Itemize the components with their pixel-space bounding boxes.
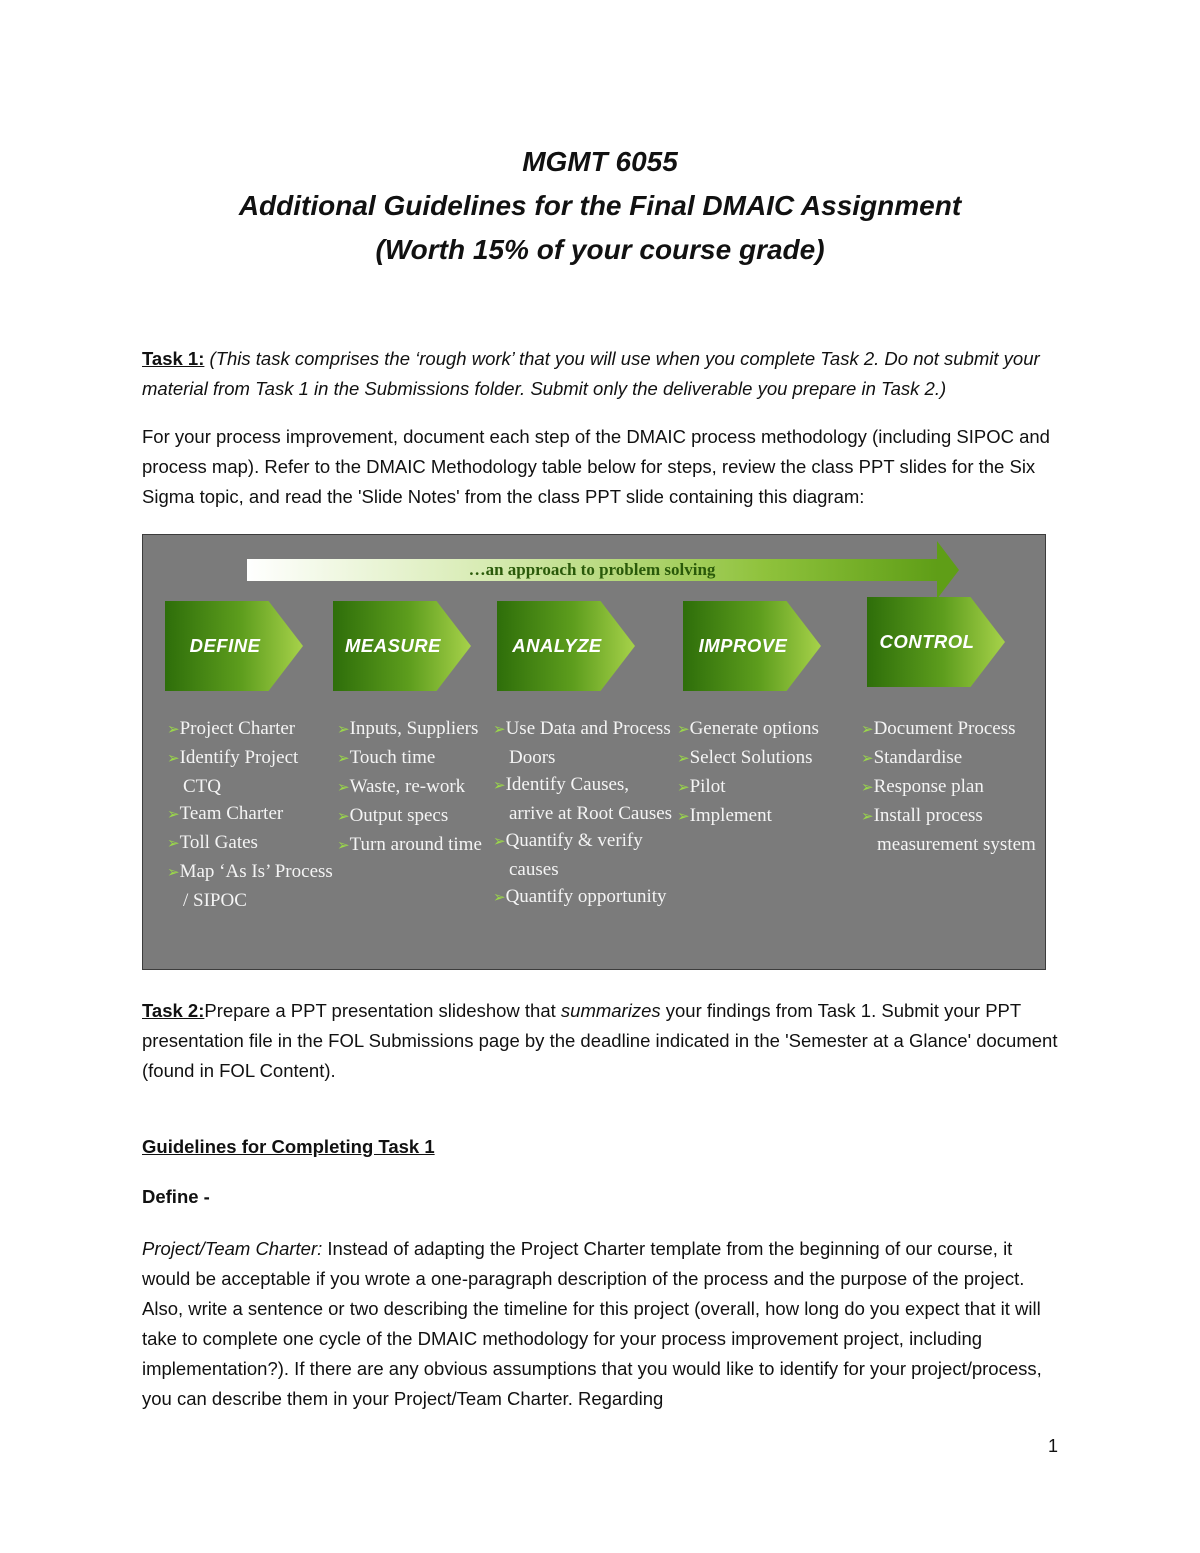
define-label: Define - <box>142 1186 210 1207</box>
arrow-bullet-icon: ➢ <box>493 890 506 906</box>
arrow-bullet-icon: ➢ <box>677 751 690 767</box>
task2-label: Task 2: <box>142 1000 205 1021</box>
arrow-bullet-icon: ➢ <box>337 722 350 738</box>
list-item: ➢Touch time <box>337 747 436 768</box>
list-item: ➢Pilot <box>677 776 726 797</box>
list-item: ➢Use Data and Process Doors <box>493 718 671 768</box>
guidelines-heading: Guidelines for Completing Task 1 <box>142 1136 435 1157</box>
arrow-bullet-icon: ➢ <box>861 809 874 825</box>
arrow-bullet-icon: ➢ <box>861 780 874 796</box>
arrow-bullet-icon: ➢ <box>677 809 690 825</box>
arrow-bullet-icon: ➢ <box>337 751 350 767</box>
document-title: Additional Guidelines for the Final DMAIC Assignment <box>238 190 962 221</box>
banner-text: …an approach to problem solving <box>468 560 716 579</box>
page-number: 1 <box>1048 1436 1059 1456</box>
list-item: ➢Map ‘As Is’ Process / SIPOC <box>167 861 333 911</box>
list-item: ➢Identify Causes, arrive at Root Causes <box>493 774 673 824</box>
measure-bullet-list <box>337 715 487 860</box>
grade-weight: (Worth 15% of your course grade) <box>375 234 825 265</box>
task2-emphasis: summarizes <box>560 1000 661 1021</box>
arrow-bullet-icon: ➢ <box>167 722 180 738</box>
control-stage-label: CONTROL <box>879 631 975 652</box>
list-item: ➢Team Charter <box>167 803 284 824</box>
analyze-bullet-list <box>493 715 673 912</box>
list-item: ➢Waste, re-work <box>337 776 466 797</box>
list-item: ➢Implement <box>677 805 772 826</box>
list-item: ➢Identify Project CTQ <box>167 747 299 797</box>
arrow-bullet-icon: ➢ <box>167 807 180 823</box>
task2-paragraph: Task 2:Prepare a PPT presentation slideshow that summarizes your findings from Task 1. Submit your PPT presentation file in the FOL Submissions page by the deadline indicated in the 'Semester at a Glance' document (found in FOL Content). <box>142 1000 1058 1081</box>
banner-arrow-icon <box>937 541 959 599</box>
charter-paragraph: Project/Team Charter: Instead of adapting the Project Charter template from the beginning of our course, it would be acceptable if you wrote a one-paragraph description of the process and the purpose of the project. Also, write a sentence or two describing the timeline for this project (overall, how long do you expect that it will take to complete one cycle of the DMAIC methodology for your process improvement project, including implementation?). If there are any obvious assumptions that you would like to identify for your project/process, you can describe them in your Project/Team Charter. Regarding <box>142 1238 1042 1409</box>
task1-note: (This task comprises the ‘rough work’ that you will use when you complete Task 2. Do not submit your material from Task 1 in the Submissions folder. Submit only the deliverable you prepare in Task 2.) <box>142 348 1040 399</box>
list-item: ➢Select Solutions <box>677 747 813 768</box>
arrow-bullet-icon: ➢ <box>337 780 350 796</box>
task1-body: For your process improvement, document each step of the DMAIC process methodology (including SIPOC and process map). Refer to the DMAIC Methodology table below for steps, review the class PPT slides for the Six Sigma topic, and read the 'Slide Notes' from the class PPT slide containing this diagram: <box>142 426 1050 507</box>
list-item: ➢Output specs <box>337 805 449 826</box>
dmaic-diagram <box>142 534 1046 970</box>
measure-stage-label: MEASURE <box>344 635 441 656</box>
arrow-bullet-icon: ➢ <box>493 722 506 738</box>
control-bullet-list <box>861 715 1041 858</box>
course-code: MGMT 6055 <box>522 146 678 177</box>
arrow-bullet-icon: ➢ <box>167 836 180 852</box>
arrow-bullet-icon: ➢ <box>493 778 506 794</box>
list-item: ➢Toll Gates <box>167 832 258 853</box>
task1-label: Task 1: <box>142 348 205 369</box>
arrow-bullet-icon: ➢ <box>861 751 874 767</box>
list-item: ➢Response plan <box>861 776 984 797</box>
arrow-bullet-icon: ➢ <box>677 780 690 796</box>
define-stage-label: DEFINE <box>189 635 261 656</box>
define-bullet-list <box>167 715 337 914</box>
list-item: ➢Generate options <box>677 718 819 739</box>
list-item: ➢Inputs, Suppliers <box>337 718 479 739</box>
list-item: ➢Quantify & verify causes <box>493 830 643 880</box>
arrow-bullet-icon: ➢ <box>677 722 690 738</box>
arrow-bullet-icon: ➢ <box>861 722 874 738</box>
list-item: ➢Standardise <box>861 747 963 768</box>
task1-paragraph <box>142 344 1062 404</box>
analyze-stage-label: ANALYZE <box>512 635 602 656</box>
arrow-bullet-icon: ➢ <box>167 751 180 767</box>
list-item: ➢Project Charter <box>167 718 296 739</box>
list-item: ➢Turn around time <box>337 834 482 855</box>
arrow-bullet-icon: ➢ <box>493 834 506 850</box>
list-item: ➢Document Process <box>861 718 1016 739</box>
improve-bullet-list <box>677 715 857 831</box>
improve-stage-label: IMPROVE <box>698 635 788 656</box>
charter-label: Project/Team Charter: <box>142 1238 323 1259</box>
arrow-bullet-icon: ➢ <box>337 809 350 825</box>
arrow-bullet-icon: ➢ <box>337 838 350 854</box>
list-item: ➢Install process measurement system <box>861 805 1036 855</box>
arrow-bullet-icon: ➢ <box>167 865 180 881</box>
list-item: ➢Quantify opportunity <box>493 886 667 907</box>
